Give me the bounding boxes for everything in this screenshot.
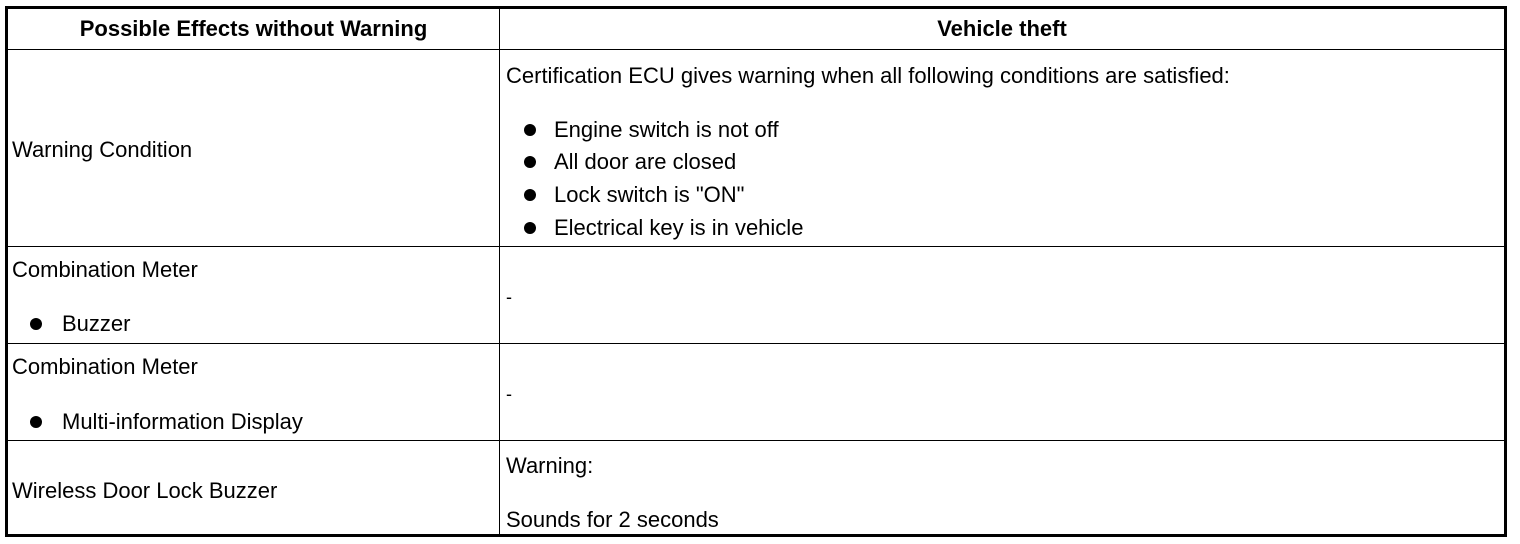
bullet-icon <box>524 124 536 136</box>
row-value: - <box>506 384 512 404</box>
row-label-cell <box>8 441 500 534</box>
row-label: Combination Meter <box>12 354 198 379</box>
effects-table <box>5 6 1507 537</box>
bullet-icon <box>30 318 42 330</box>
row-value-cell <box>500 50 1504 246</box>
row-label: Combination Meter <box>12 257 198 282</box>
list-item-text: Electrical key is in vehicle <box>554 215 804 240</box>
row-value: - <box>506 287 512 307</box>
table-row-warning-condition <box>8 49 1504 246</box>
table-row-wireless-door-lock-buzzer <box>8 440 1504 534</box>
table-row-combination-meter-mid <box>8 343 1504 440</box>
list-item-text: All door are closed <box>554 149 737 174</box>
bullet-icon <box>30 416 42 428</box>
warning-duration: Sounds for 2 seconds <box>506 507 719 532</box>
list-item-text: Engine switch is not off <box>554 117 779 142</box>
bullet-icon <box>524 222 536 234</box>
bullet-icon <box>524 189 536 201</box>
table-header-row <box>8 9 1504 49</box>
warning-label: Warning: <box>506 453 594 478</box>
bullet-icon <box>524 156 536 168</box>
list-item-text: Buzzer <box>62 311 131 336</box>
row-label-cell <box>8 50 500 246</box>
header-vehicle-theft: Vehicle theft <box>937 16 1067 41</box>
list-item-text: Lock switch is "ON" <box>554 182 745 207</box>
list-item-text: Multi-information Display <box>62 409 303 434</box>
row-label: Warning Condition <box>12 137 193 162</box>
header-possible-effects: Possible Effects without Warning <box>8 9 500 49</box>
table-row-combination-meter-buzzer <box>8 246 1504 343</box>
row-value-cell <box>500 441 1504 534</box>
warning-intro-text: Certification ECU gives warning when all following conditions are satisfied: <box>506 63 1230 88</box>
row-value-cell <box>500 247 1504 343</box>
row-label: Wireless Door Lock Buzzer <box>12 478 278 503</box>
row-label-cell <box>8 247 500 343</box>
row-value-cell <box>500 344 1504 440</box>
row-label-cell <box>8 344 500 440</box>
